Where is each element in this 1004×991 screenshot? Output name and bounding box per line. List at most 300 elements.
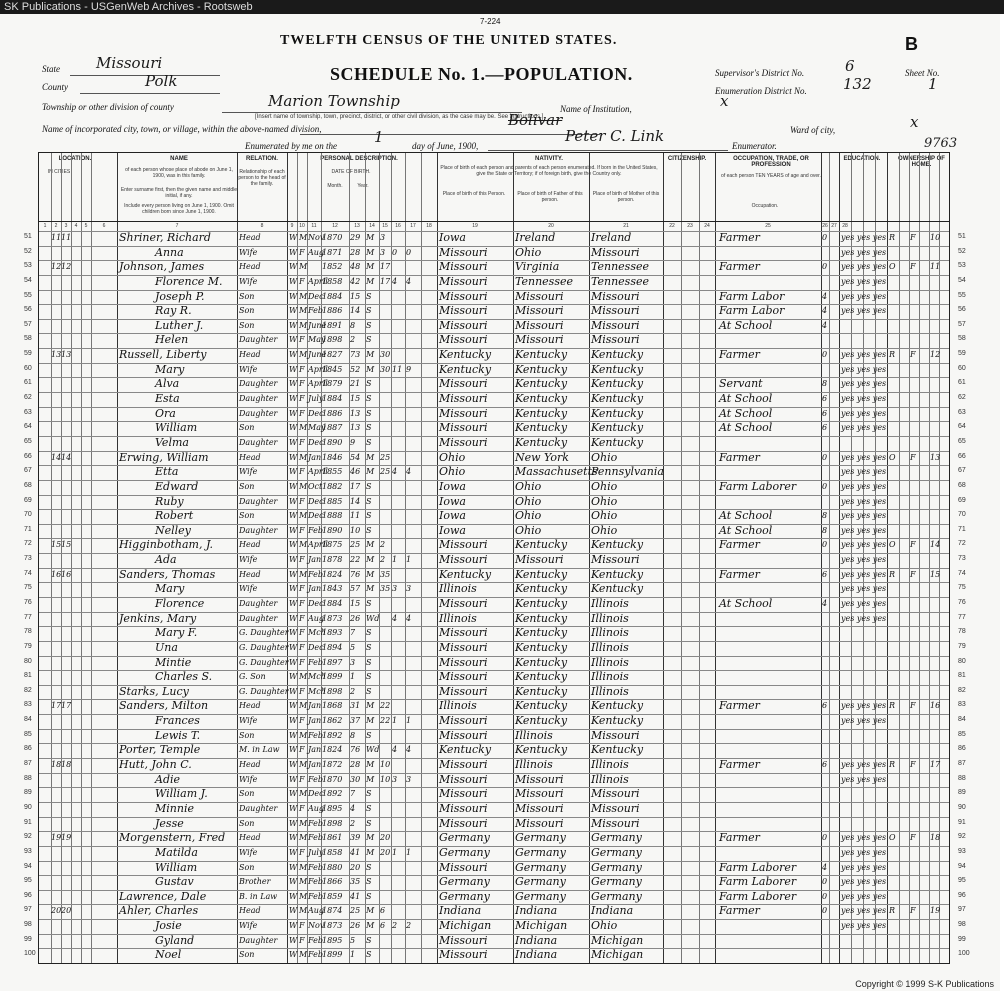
line-number-left: 91 — [24, 818, 32, 826]
cell-sex: F — [299, 496, 305, 506]
cell-yr: 1897 — [322, 657, 343, 667]
cell-occ: Farmer — [719, 831, 760, 845]
cell-sex: M — [299, 569, 308, 579]
cell-yr: 1870 — [322, 774, 343, 784]
cell-mo: Feb — [308, 862, 323, 872]
cell-dw: 13 — [51, 350, 62, 360]
cell-fpob: Missouri — [515, 289, 564, 303]
cell-mu: 0 — [822, 540, 828, 550]
cell-col: W — [289, 935, 298, 945]
table-row — [39, 904, 949, 919]
population-table — [38, 152, 950, 964]
line-number-left: 94 — [24, 862, 32, 870]
table-row — [39, 582, 949, 597]
column-number: 26 — [822, 223, 828, 229]
cell-name: William — [155, 421, 198, 435]
cell-col: W — [289, 467, 298, 477]
table-row — [39, 319, 949, 334]
line-number-right: 63 — [958, 408, 966, 416]
column-number: 6 — [102, 223, 106, 229]
cell-occ: Farmer — [719, 260, 760, 274]
cell-occ: Farmer — [719, 231, 760, 244]
line-number-right: 61 — [958, 379, 966, 387]
cell-fam: 19 — [61, 833, 72, 843]
line-number-left: 98 — [24, 921, 32, 929]
cell-rel: Wife — [239, 247, 258, 257]
cell-fh: F — [910, 701, 916, 711]
cell-yr: 1875 — [322, 540, 343, 550]
cell-ch: 0 — [392, 247, 398, 257]
cell-mo: Jan — [308, 701, 322, 711]
table-row — [39, 363, 949, 378]
cell-yr: 1890 — [322, 525, 343, 535]
cell-ms: S — [366, 306, 372, 316]
cell-pob: Iowa — [439, 509, 466, 523]
table-row — [39, 612, 949, 627]
table-row — [39, 714, 949, 729]
cell-ms: S — [366, 335, 372, 345]
cell-col: W — [289, 701, 298, 711]
cell-ms: S — [366, 862, 372, 872]
cell-age: 15 — [350, 599, 361, 608]
cell-name: Etta — [155, 465, 179, 479]
cell-fpob: Ohio — [515, 479, 542, 493]
cell-sex: F — [299, 686, 305, 696]
line-number-left: 95 — [24, 877, 32, 885]
line-number-right: 81 — [958, 672, 966, 680]
cell-pob: Missouri — [439, 304, 488, 318]
header-pob-father: Place of birth of Father of this person. — [517, 191, 583, 203]
cell-yr: 1872 — [322, 760, 343, 770]
cell-mo: Nov — [308, 921, 325, 931]
cell-mpob: Tennessee — [591, 260, 649, 274]
cell-mu: 6 — [822, 394, 828, 404]
cell-rel: Head — [239, 452, 261, 462]
cell-mpob: Illinois — [591, 772, 629, 786]
cell-mo: April — [308, 467, 328, 477]
cell-name: Hutt, John C. — [119, 758, 192, 772]
line-number-right: 62 — [958, 394, 966, 402]
cell-mu: 4 — [822, 291, 828, 301]
line-number-right: 82 — [958, 686, 966, 694]
cell-col: W — [289, 408, 298, 418]
cell-age: 1 — [350, 950, 356, 960]
line-number-right: 95 — [958, 877, 966, 885]
cell-col: W — [289, 584, 298, 594]
cell-age: 39 — [350, 833, 361, 843]
line-number-right: 65 — [958, 437, 966, 445]
cell-fpob: Indiana — [515, 904, 558, 918]
cell-fpob: Kentucky — [515, 435, 568, 449]
cell-col: W — [289, 716, 298, 726]
cell-age: 76 — [350, 745, 361, 755]
cell-mu: 4 — [822, 320, 828, 330]
column-number: 28 — [842, 223, 848, 229]
cell-mpob: Kentucky — [591, 699, 644, 713]
column-number: 21 — [623, 223, 629, 229]
cell-ms: S — [366, 423, 372, 433]
cell-dw: 19 — [51, 833, 62, 843]
cell-yrs: 20 — [380, 833, 391, 843]
cell-sex: F — [299, 716, 305, 726]
cell-own: R — [889, 569, 896, 579]
cell-mu: 8 — [822, 511, 828, 521]
cell-age: 37 — [350, 716, 361, 726]
table-row — [39, 304, 949, 319]
cell-fpob: Kentucky — [515, 406, 568, 420]
cell-name: Sanders, Milton — [119, 699, 209, 713]
cell-mpob: Ohio — [591, 509, 618, 523]
cell-mu: 6 — [822, 408, 828, 418]
line-number-right: 74 — [958, 569, 966, 577]
cell-yr: 1859 — [322, 891, 343, 901]
cell-rel: Daughter — [239, 437, 278, 447]
line-number-left: 70 — [24, 511, 32, 519]
header-name: NAME — [170, 156, 188, 162]
line-number-left: 74 — [24, 569, 32, 577]
cell-fpob: Kentucky — [515, 743, 568, 757]
line-number-right: 57 — [958, 320, 966, 328]
cell-fam: 13 — [61, 350, 72, 360]
line-number-right: 66 — [958, 452, 966, 460]
cell-col: W — [289, 540, 298, 550]
cell-mu: 6 — [822, 423, 828, 433]
cell-ed: yes yes yes — [841, 613, 887, 623]
table-row — [39, 597, 949, 612]
cell-mpob: Kentucky — [591, 421, 644, 435]
cell-fpob: Kentucky — [515, 362, 568, 376]
line-number-left: 67 — [24, 467, 32, 475]
cell-name: Florence — [155, 597, 205, 610]
cell-ms: M — [366, 716, 375, 726]
cell-rel: Wife — [239, 364, 258, 374]
cell-mo: Dec — [308, 642, 324, 652]
table-row — [39, 538, 949, 553]
line-number-right: 78 — [958, 628, 966, 636]
cell-rel: Son — [239, 511, 255, 521]
cell-pob: Kentucky — [439, 743, 492, 757]
cell-name: Gyland — [155, 933, 195, 947]
cell-mu: 0 — [822, 891, 828, 901]
cell-mpob: Missouri — [591, 245, 640, 259]
line-number-right: 88 — [958, 774, 966, 782]
cell-fpob: Ohio — [515, 523, 542, 537]
cell-ed: yes yes yes — [841, 891, 887, 901]
header-nativity-sub: Place of birth of each person and parents of each person enumerated. If born in the United States, give the State or Territory; if of foreign birth, give the Country only. — [440, 165, 658, 177]
cell-dw: 11 — [51, 233, 62, 242]
line-number-right: 55 — [958, 291, 966, 299]
cell-mpob: Kentucky — [591, 392, 644, 406]
cell-fpob: Missouri — [515, 772, 564, 786]
cell-name: Higginbotham, J. — [119, 538, 213, 552]
column-number: 11 — [311, 223, 317, 229]
cell-sex: F — [299, 247, 305, 257]
cell-sch: 17 — [930, 760, 941, 770]
cell-yr: 1861 — [322, 833, 343, 843]
cell-mo: Feb — [308, 891, 323, 901]
cell-yr: 1886 — [322, 408, 343, 418]
cell-pob: Iowa — [439, 231, 466, 244]
cell-col: W — [289, 862, 298, 872]
column-number: 25 — [765, 223, 771, 229]
cell-mo: Oct — [308, 481, 323, 491]
cell-name: William — [155, 860, 198, 874]
cell-yrs: 17 — [380, 276, 391, 286]
line-number-left: 82 — [24, 686, 32, 694]
cell-mpob: Tennessee — [591, 274, 649, 288]
cell-name: Lawrence, Dale — [119, 889, 207, 903]
cell-name: Starks, Lucy — [119, 684, 189, 698]
ward-value: x — [910, 113, 919, 131]
cell-yr: 1862 — [322, 716, 343, 726]
cell-mpob: Ohio — [591, 479, 618, 493]
cell-pob: Missouri — [439, 714, 488, 728]
cell-rel: Daughter — [239, 935, 278, 945]
enumerated-day: 1 — [374, 128, 384, 146]
cell-fpob: Ohio — [515, 509, 542, 523]
cell-rel: Son — [239, 730, 255, 740]
cell-pob: Missouri — [439, 435, 488, 449]
cell-fpob: Germany — [515, 875, 566, 889]
cell-fpob: Kentucky — [515, 655, 568, 669]
cell-fpob: Ohio — [515, 494, 542, 508]
column-number: 4 — [74, 223, 78, 229]
table-row — [39, 553, 949, 568]
cell-rel: Daughter — [239, 379, 278, 389]
cell-col: W — [289, 394, 298, 404]
cell-pob: Missouri — [439, 640, 488, 654]
cell-sex: F — [299, 774, 305, 784]
cell-pob: Iowa — [439, 523, 466, 537]
table-row — [39, 626, 949, 641]
cell-age: 4 — [350, 803, 356, 813]
line-number-left: 69 — [24, 496, 32, 504]
cell-mpob: Illinois — [591, 670, 629, 684]
incorporated-label: Name of incorporated city, town, or village, within the above-named division, — [42, 124, 322, 134]
cell-ms: M — [366, 701, 375, 711]
cell-sex: M — [299, 291, 308, 301]
cell-rel: Wife — [239, 921, 258, 931]
cell-ms: M — [366, 906, 375, 916]
cell-rel: Head — [239, 569, 261, 579]
cell-sex: M — [299, 233, 308, 242]
cell-own: O — [889, 833, 896, 843]
cell-yrs: 35 — [380, 584, 391, 594]
cell-occ: Farmer — [719, 699, 760, 713]
cell-ed: yes yes yes — [841, 233, 887, 242]
cell-rel: Wife — [239, 847, 258, 857]
cell-mpob: Michigan — [591, 948, 644, 962]
cell-mo: Feb — [308, 950, 323, 960]
cell-pob: Illinois — [439, 699, 477, 713]
cell-mpob: Kentucky — [591, 362, 644, 376]
cell-age: 35 — [350, 877, 361, 887]
table-row — [39, 670, 949, 685]
cell-yr: 1873 — [322, 613, 343, 623]
cell-age: 9 — [350, 437, 356, 447]
cell-col: W — [289, 262, 298, 272]
cell-ch: 11 — [392, 364, 403, 374]
cell-fpob: Kentucky — [515, 582, 568, 596]
table-row — [39, 231, 949, 246]
cell-name: Mary F. — [155, 626, 198, 640]
source-bar: SK Publications - USGenWeb Archives - Rootsweb — [0, 0, 1004, 14]
cell-sex: F — [299, 335, 305, 345]
cell-col: W — [289, 642, 298, 652]
cell-age: 26 — [350, 613, 361, 623]
line-number-left: 66 — [24, 452, 32, 460]
line-number-left: 90 — [24, 803, 32, 811]
cell-rel: Head — [239, 833, 261, 843]
cell-ms: S — [366, 657, 372, 667]
cell-mpob: Missouri — [591, 816, 640, 830]
cell-yrs: 17 — [380, 262, 391, 272]
cell-pob: Missouri — [439, 333, 488, 347]
cell-mo: July — [308, 394, 324, 404]
cell-col: W — [289, 906, 298, 916]
table-row — [39, 831, 949, 846]
cell-mpob: Ireland — [591, 231, 632, 244]
header-pob-person: Place of birth of this Person. — [442, 191, 506, 197]
cell-age: 5 — [350, 642, 356, 652]
table-row — [39, 685, 949, 700]
cell-pob: Missouri — [439, 421, 488, 435]
cell-rel: Wife — [239, 584, 258, 594]
cell-fh: F — [910, 233, 916, 242]
cell-fpob: Massachusetts — [515, 465, 598, 479]
cell-ed: yes yes yes — [841, 525, 887, 535]
cell-col: W — [289, 379, 298, 389]
cell-name: Charles S. — [155, 670, 213, 684]
copyright-notice: Copyright © 1999 S-K Publications — [855, 979, 994, 989]
cell-mpob: Pennsylvania — [591, 465, 664, 479]
cell-dw: 16 — [51, 569, 62, 579]
cell-mpob: Germany — [591, 875, 642, 889]
cell-dw: 18 — [51, 760, 62, 770]
cell-mpob: Ohio — [591, 494, 618, 508]
cell-mpob: Kentucky — [591, 743, 644, 757]
cell-mo: Dec — [308, 599, 324, 608]
line-number-right: 94 — [958, 862, 966, 870]
table-row — [39, 787, 949, 802]
cell-dw: 15 — [51, 540, 62, 550]
column-number: 2 — [54, 223, 58, 229]
cell-fpob: Virginia — [515, 260, 560, 274]
cell-mpob: Missouri — [591, 304, 640, 318]
cell-yr: 1884 — [322, 599, 343, 608]
cell-pob: Missouri — [439, 318, 488, 332]
cell-sch: 16 — [930, 701, 941, 711]
line-number-right: 99 — [958, 935, 966, 943]
cell-lv: 4 — [406, 745, 412, 755]
line-number-right: 79 — [958, 642, 966, 650]
line-number-right: 59 — [958, 350, 966, 358]
cell-pob: Missouri — [439, 758, 488, 772]
cell-pob: Germany — [439, 845, 490, 859]
cell-col: W — [289, 877, 298, 887]
cell-ed: yes yes yes — [841, 276, 887, 286]
cell-rel: Wife — [239, 774, 258, 784]
cell-sex: F — [299, 379, 305, 389]
cell-name: Sanders, Thomas — [119, 567, 216, 581]
cell-yr: 1893 — [322, 628, 343, 638]
cell-ms: S — [366, 803, 372, 813]
cell-rel: B. in Law — [239, 891, 278, 901]
cell-ed: yes yes yes — [841, 862, 887, 872]
line-number-left: 61 — [24, 379, 32, 387]
table-row — [39, 333, 949, 348]
table-row — [39, 743, 949, 758]
cell-name: Mary — [155, 362, 185, 376]
cell-fpob: Kentucky — [515, 597, 568, 610]
column-number: 22 — [669, 223, 675, 229]
cell-mpob: Illinois — [591, 597, 629, 610]
cell-mu: 0 — [822, 262, 828, 272]
cell-sex: M — [299, 833, 308, 843]
cell-ms: S — [366, 891, 372, 901]
cell-lv: 1 — [406, 847, 412, 857]
cell-fpob: Germany — [515, 845, 566, 859]
table-row — [39, 948, 949, 963]
cell-rel: Head — [239, 906, 261, 916]
cell-occ: Farm Labor — [719, 289, 785, 303]
line-number-right: 91 — [958, 818, 966, 826]
cell-ed: yes yes yes — [841, 555, 887, 565]
line-number-left: 99 — [24, 935, 32, 943]
cell-fpob: Germany — [515, 831, 566, 845]
cell-age: 31 — [350, 701, 361, 711]
sheet-no-label: Sheet No. — [905, 68, 940, 78]
column-number: 17 — [410, 223, 416, 229]
line-number-left: 59 — [24, 350, 32, 358]
line-number-left: 100 — [24, 950, 36, 958]
cell-rel: M. in Law — [239, 745, 280, 755]
cell-age: 8 — [350, 320, 356, 330]
cell-sex: F — [299, 847, 305, 857]
cell-fpob: Missouri — [515, 787, 564, 801]
cell-fpob: Ohio — [515, 245, 542, 259]
cell-col: W — [289, 921, 298, 931]
cell-yr: 1894 — [322, 642, 343, 652]
table-row — [39, 495, 949, 510]
cell-yrs: 2 — [380, 555, 386, 565]
cell-ed: yes yes yes — [841, 364, 887, 374]
cell-sex: M — [299, 701, 308, 711]
cell-fam: 20 — [61, 906, 72, 916]
cell-yr: 1895 — [322, 803, 343, 813]
cell-mo: Jan — [308, 584, 322, 594]
cell-pob: Iowa — [439, 479, 466, 493]
cell-pob: Missouri — [439, 860, 488, 874]
cell-yrs: 3 — [380, 247, 386, 257]
cell-col: W — [289, 569, 298, 579]
cell-occ: At School — [719, 523, 773, 537]
cell-name: Frances — [155, 714, 200, 728]
stamp-number: 9763 — [924, 136, 958, 151]
cell-pob: Missouri — [439, 684, 488, 698]
supervisor-label: Supervisor's District No. — [715, 68, 805, 78]
line-number-right: 98 — [958, 921, 966, 929]
cell-fpob: Missouri — [515, 553, 564, 567]
cell-ms: M — [366, 569, 375, 579]
cell-yr: 1882 — [322, 481, 343, 491]
state-value: Missouri — [96, 54, 163, 72]
cell-sch: 10 — [930, 233, 941, 242]
cell-pob: Ohio — [439, 465, 466, 479]
cell-col: W — [289, 628, 298, 638]
cell-name: Johnson, James — [119, 260, 205, 274]
cell-occ: At School — [719, 597, 773, 610]
